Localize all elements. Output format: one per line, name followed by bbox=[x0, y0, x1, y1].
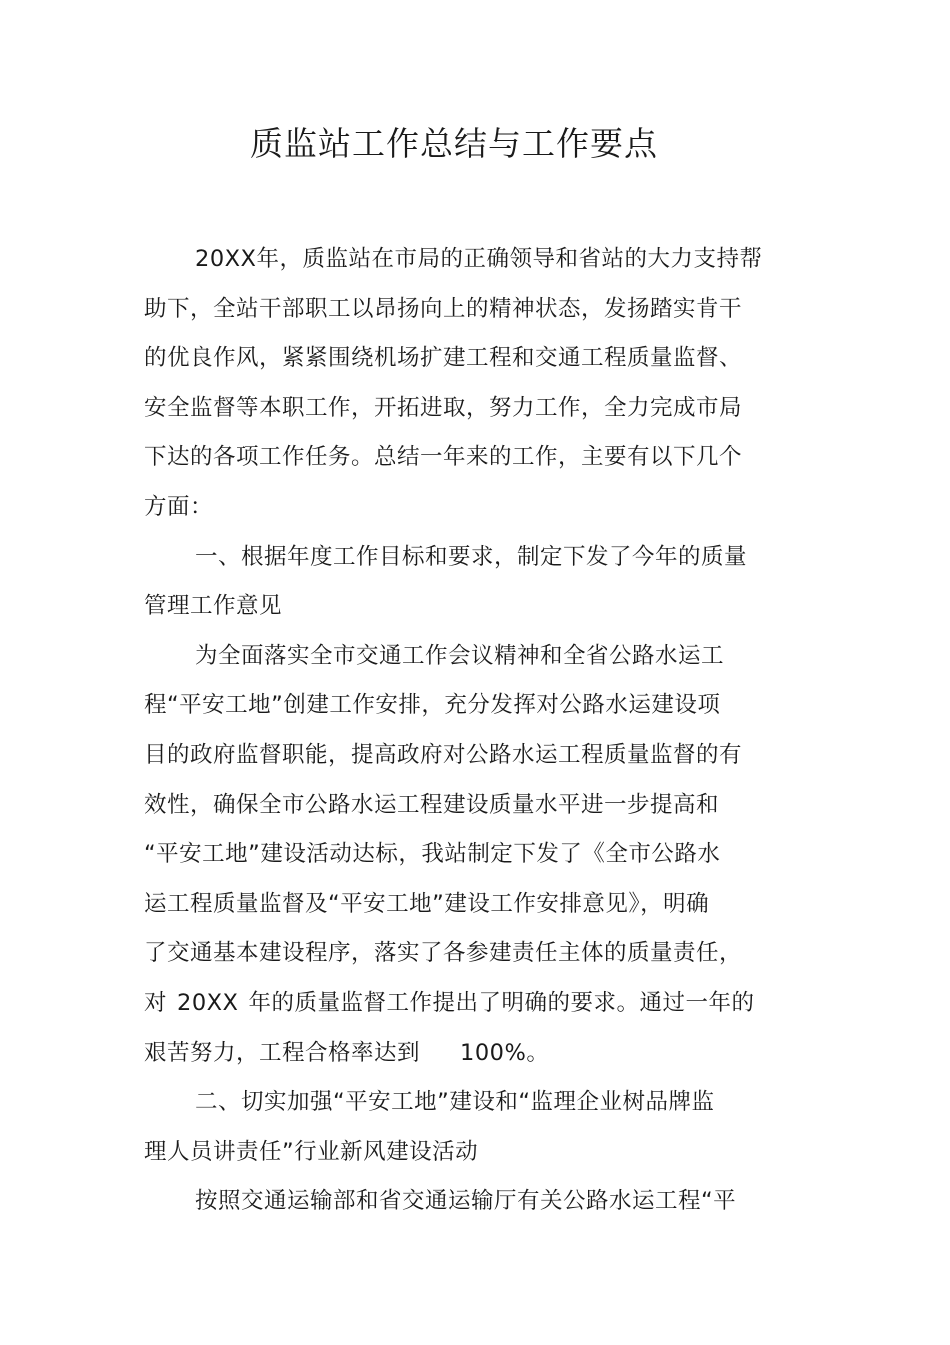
paragraph-line bbox=[144, 1029, 764, 1079]
paragraph-line bbox=[144, 979, 764, 1029]
pass-rate-value: 100%。 bbox=[460, 1039, 550, 1066]
section-heading-line: 理人员讲责任”行业新风建设活动 bbox=[144, 1138, 479, 1165]
paragraph-line: 助下，全站干部职工以昂扬向上的精神状态，发扬踏实肯干 bbox=[144, 295, 743, 322]
paragraph-line: 程“平安工地”创建工作安排，充分发挥对公路水运建设项 bbox=[144, 692, 721, 719]
section-heading-line: 一、根据年度工作目标和要求，制定下发了今年的质量 bbox=[195, 543, 748, 570]
section-heading-line: 管理工作意见 bbox=[144, 593, 283, 620]
paragraph-line: 目的政府监督职能，提高政府对公路水运工程质量监督的有 bbox=[144, 741, 743, 768]
paragraph-line: 的优良作风，紧紧围绕机场扩建工程和交通工程质量监督、 bbox=[144, 345, 743, 372]
paragraph-line: 按照交通运输部和省交通运输厅有关公路水运工程“平 bbox=[195, 1188, 737, 1215]
paragraph-line: 方面： bbox=[144, 493, 214, 520]
line-prefix: 对 bbox=[144, 989, 168, 1016]
paragraph-line: 20XX年，质监站在市局的正确领导和省站的大力支持帮 bbox=[195, 246, 763, 272]
paragraph-line: 了交通基本建设程序，落实了各参建责任主体的质量责任， bbox=[144, 940, 743, 967]
paragraph-line: 下达的各项工作任务。总结一年来的工作，主要有以下几个 bbox=[144, 444, 743, 471]
paragraph-line: 安全监督等本职工作，开拓进取，努力工作，全力完成市局 bbox=[144, 394, 743, 421]
paragraph-line: 运工程质量监督及“平安工地”建设工作安排意见》，明确 bbox=[144, 890, 710, 917]
document-body bbox=[144, 235, 764, 1227]
year-text: 20XX bbox=[177, 989, 239, 1016]
paragraph-line: 为全面落实全市交通工作会议精神和全省公路水运工 bbox=[195, 642, 725, 669]
line-rest: 年的质量监督工作提出了明确的要求。通过一年的 bbox=[248, 989, 755, 1016]
paragraph-line: 效性，确保全市公路水运工程建设质量水平进一步提高和 bbox=[144, 791, 720, 818]
section-heading-line: 二、切实加强“平安工地”建设和“监理企业树品牌监 bbox=[195, 1089, 715, 1116]
line-prefix: 艰苦努力，工程合格率达到 bbox=[144, 1039, 421, 1066]
paragraph-line: “平安工地”建设活动达标，我站制定下发了《全市公路水 bbox=[144, 841, 721, 868]
document-title: 质监站工作总结与工作要点 bbox=[250, 124, 658, 163]
